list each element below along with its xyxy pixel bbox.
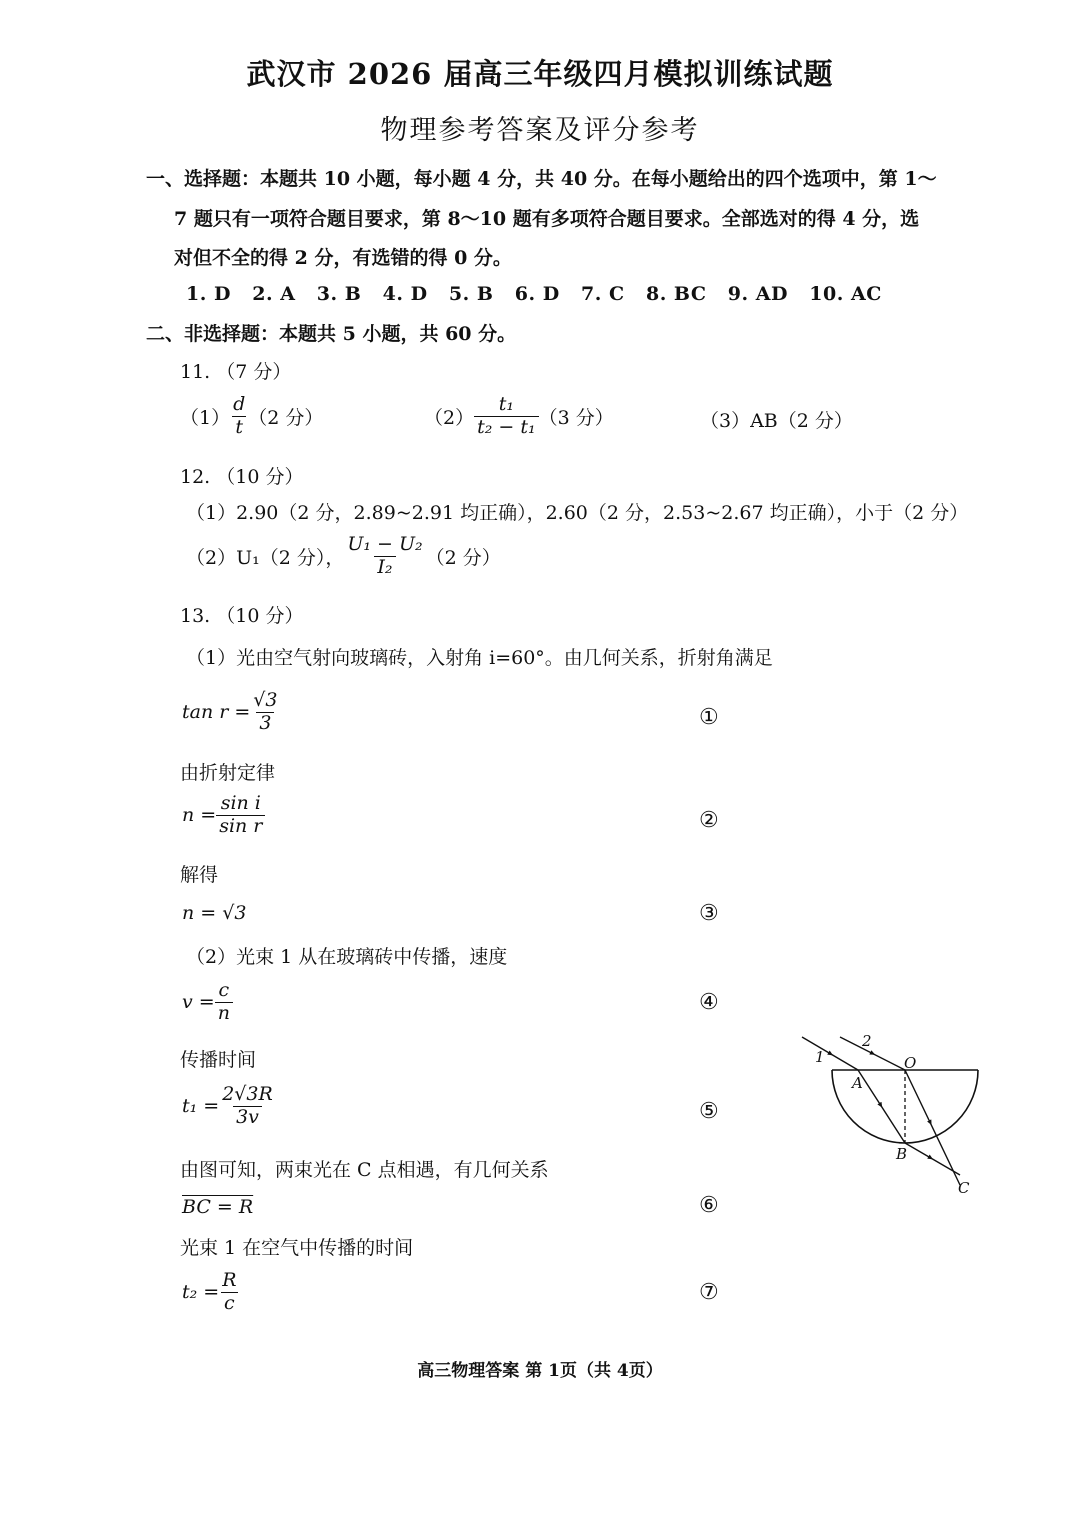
q13-eq4-denominator: n [215,1002,233,1025]
label-point-A: A [852,1074,863,1092]
q12-part2 [186,534,501,579]
choice-answers: 1. D 2. A 3. B 4. D 5. B 6. D 7. C 8. BC 9. AD 10. AC [186,283,882,305]
q13-eq4 [182,980,233,1025]
q13-eq7-fraction [219,1270,239,1315]
q13-eq1-denominator: 3 [256,712,274,735]
section1-line2: 7 题只有一项符合题目要求，第 8～10 题有多项符合题目要求。全部选对的得 4 分，选 [174,208,920,230]
q13-eq7-denominator: c [221,1292,238,1315]
ray-2-refracted [905,1070,960,1185]
section2-heading: 二、非选择题：本题共 5 小题，共 60 分。 [146,323,517,345]
q13-part2: （2）光束 1 从在玻璃砖中传播，速度 [186,946,508,968]
q13-text-time: 传播时间 [180,1049,257,1071]
q11-p2-label: （2） [424,406,475,429]
q13-heading: 13. （10 分） [180,605,304,627]
q13-eq2-denominator: sin r [216,815,265,838]
q13-eq1-numerator: √3 [253,689,278,711]
label-ray-2: 2 [862,1032,872,1050]
q13-eq5 [182,1084,276,1129]
q13-eq4-fraction [215,980,233,1025]
q11-heading: 11. （7 分） [180,361,292,383]
label-point-C: C [958,1179,970,1197]
q13-eq5-fraction [219,1084,276,1129]
q13-eq1-fraction [250,690,280,735]
q11-p2-fraction [474,394,539,439]
eq-marker-6: ⑥ [699,1193,719,1218]
q13-text-geom: 由图可知，两束光在 C 点相遇，有几何关系 [180,1159,549,1181]
eq-marker-4: ④ [699,990,719,1015]
q11-p1-label: （1） [180,406,231,429]
q13-eq1 [182,690,280,735]
q11-part3: （3）AB（2 分） [700,410,853,432]
page-footer: 高三物理答案 第 1页（共 4页） [417,1361,663,1381]
q12-p2-numerator: U₁ − U₂ [347,533,423,555]
q13-eq7 [182,1270,240,1315]
q11-part2 [424,394,614,439]
eq-marker-7: ⑦ [699,1280,719,1305]
eq-marker-3: ③ [699,901,719,926]
q13-text-solve: 解得 [180,864,219,886]
q13-eq4-lhs: v = [182,991,215,1014]
q11-p1-fraction [230,394,248,439]
q13-eq5-lhs: t₁ = [182,1095,220,1118]
q13-eq5-numerator: 2√3R [222,1083,273,1105]
q13-eq6 [182,1196,253,1218]
q12-p2-fraction [344,534,425,579]
q13-text-air: 光束 1 在空气中传播的时间 [180,1237,414,1259]
q12-p2-score: （2 分） [425,546,501,569]
q13-intro: （1）光由空气射向玻璃砖，入射角 i=60°。由几何关系，折射角满足 [186,647,773,669]
eq-marker-5: ⑤ [699,1099,719,1124]
eq-marker-1: ① [699,705,719,730]
q13-eq4-numerator: c [218,979,230,1001]
q12-p2-label: （2）U₁（2 分）， [186,546,345,569]
q12-heading: 12. （10 分） [180,466,304,488]
section1-line3: 对但不全的得 2 分，有选错的得 0 分。 [174,247,512,269]
q13-eq2-fraction [216,793,265,838]
label-point-O: O [904,1054,917,1072]
q11-p2-numerator: t₁ [498,393,514,415]
q13-text-law: 由折射定律 [180,762,276,784]
q13-eq2-numerator: sin i [220,792,261,814]
q11-p1-numerator: d [233,393,246,415]
label-ray-1: 1 [815,1048,825,1066]
section1-line1: 一、选择题：本题共 10 小题，每小题 4 分，共 40 分。在每小题给出的四个选项中，第 1～ [146,168,937,190]
q13-eq7-numerator: R [222,1269,237,1291]
eq-marker-2: ② [699,808,719,833]
q12-part1: （1）2.90（2 分，2.89~2.91 均正确），2.60（2 分，2.53~2.67 均正确），小于（2 分） [186,502,969,524]
q13-eq5-denominator: 3v [233,1106,262,1129]
q11-part1 [180,394,323,439]
q11-p2-denominator: t₂ − t₁ [474,416,539,439]
q13-eq7-lhs: t₂ = [182,1281,220,1304]
q11-p1-score: （2 分） [248,406,324,429]
optics-diagram [790,1025,1000,1205]
q13-eq3: n = √3 [182,902,247,924]
q11-p1-denominator: t [232,416,246,439]
q13-eq1-lhs: tan r = [182,701,251,724]
page-subtitle: 物理参考答案及评分参考 [380,115,700,146]
q13-eq2-lhs: n = [182,804,217,827]
q12-p2-denominator: I₂ [374,556,395,579]
label-point-B: B [896,1145,908,1163]
q11-p2-score: （3 分） [538,406,614,429]
page-title: 武汉市 2026 届高三年级四月模拟训练试题 [246,57,834,91]
q13-eq2 [182,793,265,838]
ray-1-exit [905,1143,960,1175]
q13-eq6-text: BC = R [182,1196,254,1218]
